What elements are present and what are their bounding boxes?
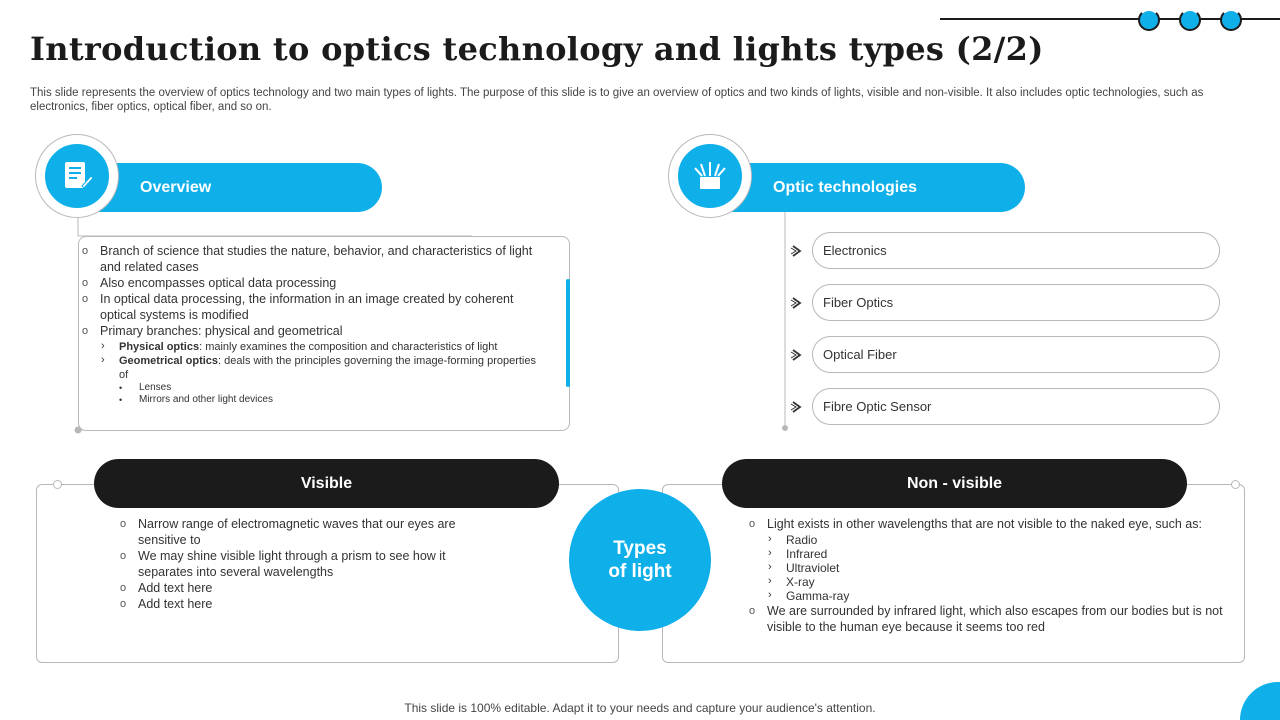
visible-list — [118, 516, 488, 612]
slide-subtitle: This slide represents the overview of optics technology and two main types of lights. The purpose of this slide is to give an overview of optics and two kinds of lights, visible and non-visible. It also includes optic technologies, such as electronics, fiber optics, optical fiber, and so on. — [30, 87, 1204, 113]
center-label-line1: Types — [613, 538, 667, 559]
list-item — [100, 340, 540, 354]
visible-content — [118, 516, 488, 612]
overview-list — [80, 243, 540, 406]
list-item: › Gamma-ray — [767, 589, 1232, 603]
overview-content — [80, 243, 540, 406]
chevron-right-icon — [790, 399, 804, 415]
overview-label: Overview — [140, 178, 212, 196]
visible-header — [94, 459, 559, 508]
wavelength-list — [767, 533, 1232, 603]
list-item — [80, 323, 540, 406]
list-item: o Also encompasses optical data processing — [80, 275, 540, 291]
list-item: o We are surrounded by infrared light, which also escapes from our bodies but is not visible to the human eye because it seems too red — [747, 603, 1232, 635]
optic-item: Optical Fiber — [812, 336, 1220, 373]
types-of-light-circle — [569, 489, 711, 631]
light-rays-icon — [692, 159, 728, 193]
footer-note: This slide is 100% editable. Adapt it to your needs and capture your audience's attention. — [404, 701, 876, 715]
slide-title: Introduction to optics technology and lights types (2/2) — [30, 30, 1044, 68]
non-visible-label: Non - visible — [906, 474, 1003, 492]
chevron-right-icon — [790, 295, 804, 311]
optic-icon-badge — [675, 141, 745, 211]
list-item-text: Light exists in other wavelengths that are not visible to the naked eye, such as: — [767, 517, 1202, 531]
list-item: • Mirrors and other light devices — [119, 394, 540, 406]
branch-desc: : mainly examines the composition and characteristics of light — [199, 341, 498, 353]
optic-item: Fiber Optics — [812, 284, 1220, 321]
list-item: › Infrared — [767, 547, 1232, 561]
list-item: o Add text here — [118, 596, 488, 612]
list-item: › Radio — [767, 533, 1232, 547]
optic-label: Optic technologies — [773, 178, 918, 196]
optic-list — [790, 232, 1220, 425]
list-item: o Add text here — [118, 580, 488, 596]
list-item: o In optical data processing, the information in an image created by coherent optical systems is modified — [80, 291, 540, 323]
list-item: • Lenses — [119, 382, 540, 394]
list-item — [790, 232, 1220, 269]
list-item: › Ultraviolet — [767, 561, 1232, 575]
non-visible-content — [747, 516, 1232, 635]
chevron-right-icon — [790, 243, 804, 259]
decoration-dot — [1220, 9, 1242, 31]
list-item-text: Primary branches: physical and geometrical — [100, 324, 343, 338]
document-icon — [60, 159, 94, 193]
list-item — [100, 354, 540, 406]
optic-header — [705, 163, 1025, 212]
corner-decoration — [1240, 682, 1280, 720]
list-item — [790, 336, 1220, 373]
optic-item: Fibre Optic Sensor — [812, 388, 1220, 425]
overview-scroll-accent — [566, 279, 570, 387]
branch-desc: : deals with the principles governing the image-forming properties of — [119, 355, 536, 381]
decoration-dot — [1138, 9, 1160, 31]
optic-item: Electronics — [812, 232, 1220, 269]
list-item: › X-ray — [767, 575, 1232, 589]
non-visible-panel-dot — [1231, 480, 1240, 489]
list-item: o Branch of science that studies the nature, behavior, and characteristics of light and related cases — [80, 243, 540, 275]
center-label-line2: of light — [608, 561, 672, 582]
branch-term: Geometrical optics — [119, 355, 219, 367]
list-item: o We may shine visible light through a prism to see how it separates into several wavelengths — [118, 548, 488, 580]
overview-icon-badge — [42, 141, 112, 211]
decoration-dot — [1179, 9, 1201, 31]
visible-panel-dot — [53, 480, 62, 489]
non-visible-header — [722, 459, 1187, 508]
branch-term: Physical optics — [119, 341, 200, 353]
list-item — [790, 284, 1220, 321]
non-visible-list — [747, 516, 1232, 635]
branches-list — [100, 340, 540, 406]
geometrical-items-list — [119, 382, 540, 406]
list-item — [747, 516, 1232, 603]
list-item: o Narrow range of electromagnetic waves that our eyes are sensitive to — [118, 516, 488, 548]
visible-label: Visible — [300, 474, 353, 492]
chevron-right-icon — [790, 347, 804, 363]
list-item — [790, 388, 1220, 425]
